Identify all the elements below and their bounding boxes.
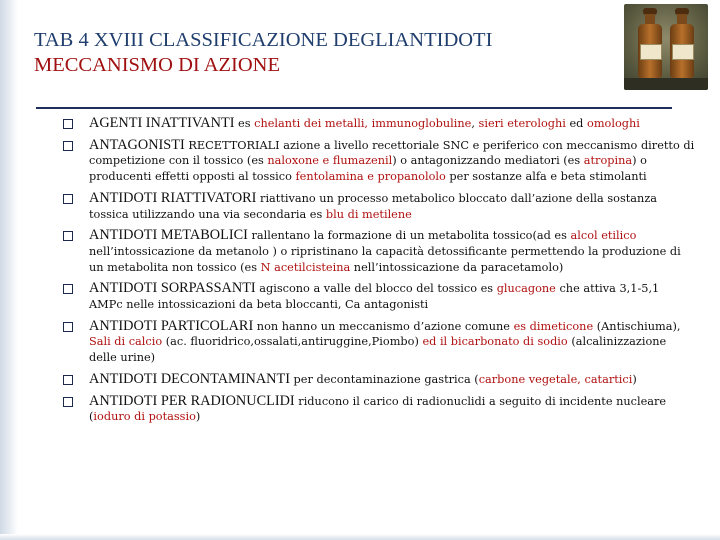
item-heading: ANTIDOTI RIATTIVATORI	[89, 189, 257, 206]
title-divider	[36, 107, 672, 109]
highlighted-term: blu di metilene	[325, 207, 412, 221]
item-text: (Antischiuma),	[593, 319, 681, 333]
bottle-right	[670, 24, 694, 78]
list-item	[63, 138, 695, 185]
item-text: riattivano un processo metabolico bloccato dall’azione della sostanza tossica utilizzando una via secondaria es	[89, 191, 658, 221]
list-item	[63, 319, 695, 366]
checkbox-bullet-icon	[63, 141, 73, 151]
highlighted-term: ioduro di potassio	[93, 410, 196, 424]
item-text: )	[632, 372, 637, 386]
highlighted-term: carbone vegetale, catartici	[478, 372, 633, 386]
item-text: non hanno un meccanismo d’azione comune	[253, 319, 514, 333]
item-heading: ANTIDOTI DECONTAMINANTI	[89, 370, 290, 387]
item-heading: ANTIDOTI METABOLICI	[89, 227, 248, 244]
item-text: che attiva 3,1-5,1 AMPc nelle intossicazioni da beta bloccanti, Ca antagonisti	[89, 282, 660, 312]
item-heading: ANTIDOTI SORPASSANTI	[89, 280, 256, 297]
highlighted-term: naloxone e flumazenil	[267, 154, 393, 168]
list-item	[63, 116, 695, 132]
left-accent-bar	[0, 0, 18, 540]
checkbox-bullet-icon	[63, 231, 73, 241]
title-line-1: TAB 4 XVIII CLASSIFICAZIONE DEGLIANTIDOTI	[34, 29, 493, 51]
item-text: agiscono a valle del blocco del tossico es	[255, 282, 497, 296]
item-text: per sostanze alfa e beta stimolanti	[445, 170, 647, 184]
highlighted-term: es dimeticone	[513, 319, 594, 333]
item-text: per decontaminazione gastrica (	[289, 372, 479, 386]
checkbox-bullet-icon	[63, 284, 73, 294]
highlighted-term: omologhi	[587, 117, 640, 130]
checkbox-bullet-icon	[63, 194, 73, 204]
item-text: ,	[471, 117, 479, 130]
checkbox-bullet-icon	[63, 375, 73, 385]
highlighted-term: ed il bicarbonato di sodio	[422, 335, 568, 349]
item-text: (ac. fluoridrico,ossalati,antiruggine,Piombo)	[162, 335, 423, 349]
checkbox-bullet-icon	[63, 322, 73, 332]
item-text: nell’intossicazione da paracetamolo)	[350, 260, 564, 274]
highlighted-term: N acetilcisteina	[260, 260, 351, 274]
item-text: rallentano la formazione di un metabolita tossico(ad es	[247, 229, 571, 243]
item-text: es	[234, 117, 255, 130]
highlighted-term: immunoglobuline	[371, 117, 472, 130]
highlighted-term: Sali di calcio	[89, 335, 163, 349]
checkbox-bullet-icon	[63, 397, 73, 407]
checkbox-bullet-icon	[63, 119, 73, 129]
bottom-accent-bar	[0, 534, 720, 540]
item-text: )	[195, 410, 201, 424]
list-item	[63, 281, 695, 312]
slide-title	[34, 28, 594, 78]
item-text: nell’intossicazione da metanolo ) o ripristinano la capacità detossificante permettendo la produzione di un metabolita non tossico (es	[89, 244, 681, 274]
item-text: ) o antagonizzando mediatori (es	[392, 154, 584, 168]
highlighted-term: fentolamina e propanololo	[295, 170, 446, 184]
list-item	[63, 191, 695, 222]
photo-shelf	[624, 78, 708, 90]
item-text: ) o producenti effetti opposti al tossico	[89, 154, 647, 184]
bottle-left	[638, 24, 662, 78]
item-text: ed	[565, 117, 588, 130]
highlighted-term: sieri eterologhi	[478, 117, 566, 130]
item-heading: ANTIDOTI PER RADIONUCLIDI	[89, 392, 295, 409]
highlighted-term: chelanti dei metalli,	[254, 117, 369, 130]
highlighted-term: alcol etilico	[570, 229, 637, 243]
item-text: riducono il carico di radionuclidi a seguito di incidente nucleare (	[89, 394, 667, 424]
title-line-2: MECCANISMO DI AZIONE	[34, 54, 280, 76]
list-item	[63, 228, 695, 275]
highlighted-term: glucagone	[496, 282, 556, 296]
item-text: (alcalinizzazione delle urine)	[89, 335, 667, 365]
item-text: RECETTORIALI azione a livello recettoriale SNC e periferico con meccanismo diretto di competizione con il tossico (es	[89, 138, 695, 168]
item-heading: ANTAGONISTI	[89, 136, 185, 153]
item-heading: AGENTI INATTIVANTI	[89, 115, 235, 131]
apothecary-bottles-photo	[624, 4, 708, 90]
antidote-list	[63, 116, 695, 431]
list-item	[63, 394, 695, 425]
list-item	[63, 372, 695, 388]
item-heading: ANTIDOTI PARTICOLARI	[89, 317, 254, 334]
highlighted-term: atropina	[583, 154, 633, 168]
